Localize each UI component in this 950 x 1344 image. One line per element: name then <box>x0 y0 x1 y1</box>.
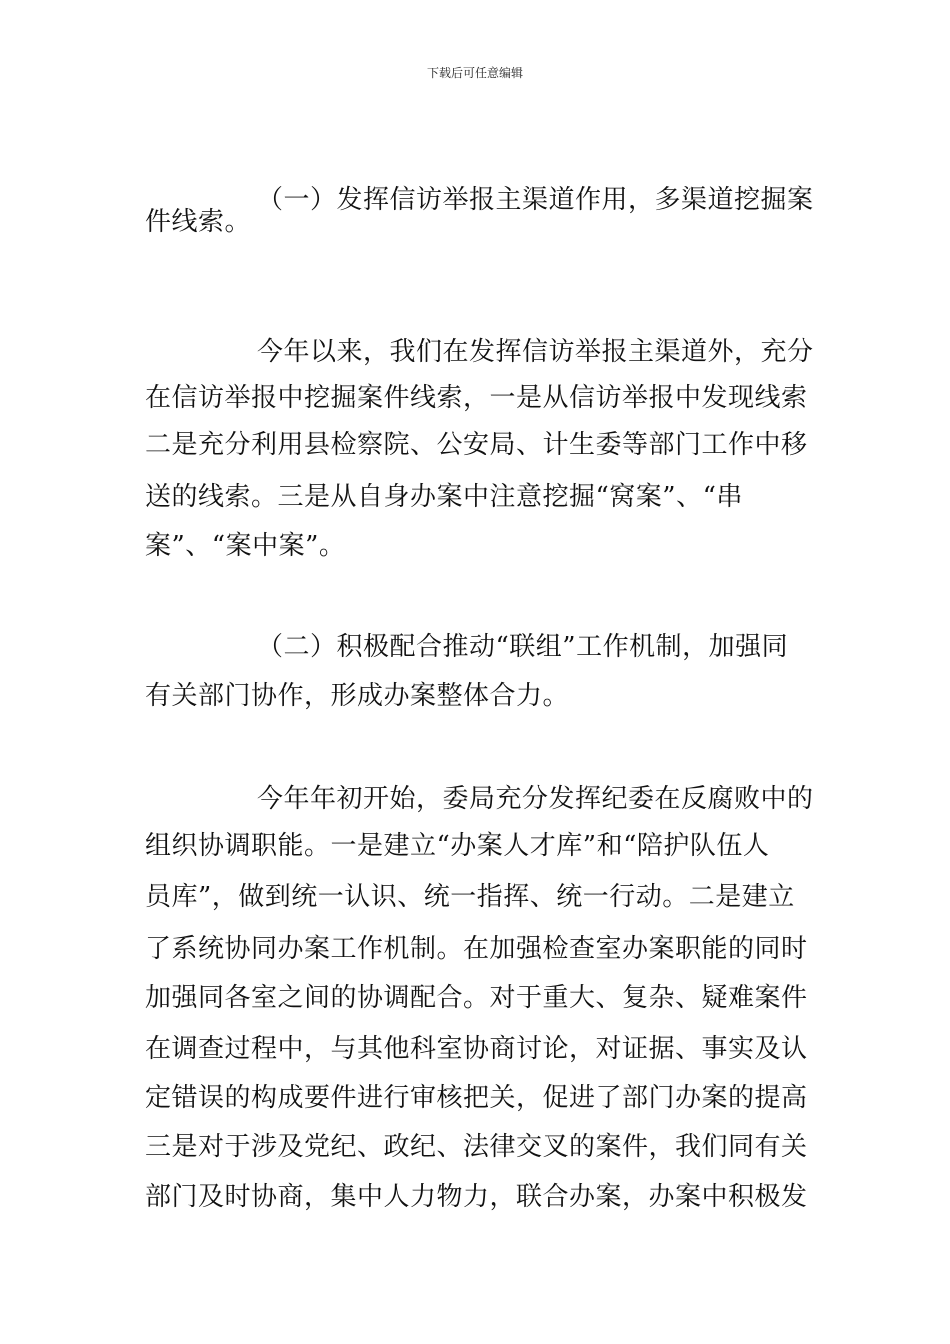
paragraph-2-line-5: 案”、“案中案”。 <box>145 531 346 561</box>
paragraph-4-line-9: 部门及时协商，集中人力物力，联合办案，办案中积极发 <box>145 1182 808 1212</box>
paragraph-3-line-2: 有关部门协作，形成办案整体合力。 <box>145 681 570 711</box>
paragraph-4-line-2: 组织协调职能。一是建立“办案人才库”和“陪护队伍人 <box>145 831 770 861</box>
paragraph-2-line-3: 二是充分利用县检察院、公安局、计生委等部门工作中移 <box>145 430 808 460</box>
paragraph-4-line-4: 了系统协同办案工作机制。在加强检查室办案职能的同时 <box>145 934 808 964</box>
paragraph-2-line-4: 送的线索。三是从自身办案中注意挖掘“窝案”、“串 <box>145 482 743 512</box>
paragraph-4-line-6: 在调查过程中，与其他科室协商讨论，对证据、事实及认 <box>145 1034 808 1064</box>
paragraph-4-line-8: 三是对于涉及党纪、政纪、法律交叉的案件，我们同有关 <box>145 1132 808 1162</box>
paragraph-4-line-5: 加强同各室之间的协调配合。对于重大、复杂、疑难案件 <box>145 983 808 1013</box>
paragraph-4-line-1: 今年年初开始，委局充分发挥纪委在反腐败中的 <box>257 784 814 814</box>
paragraph-1-line-1: （一）发挥信访举报主渠道作用，多渠道挖掘案 <box>257 185 814 215</box>
paragraph-3-line-1: （二）积极配合推动“联组”工作机制，加强同 <box>257 632 789 662</box>
paragraph-1-line-2: 件线索。 <box>145 207 252 237</box>
paragraph-4-line-3: 员库”，做到统一认识、统一指挥、统一行动。二是建立 <box>145 882 795 912</box>
paragraph-2-line-2: 在信访举报中挖掘案件线索，一是从信访举报中发现线索 <box>145 383 808 413</box>
page-header: 下载后可任意编辑 <box>426 66 523 80</box>
paragraph-4-line-7: 定错误的构成要件进行审核把关，促进了部门办案的提高 <box>145 1083 808 1113</box>
paragraph-2-line-1: 今年以来，我们在发挥信访举报主渠道外，充分 <box>257 337 814 367</box>
